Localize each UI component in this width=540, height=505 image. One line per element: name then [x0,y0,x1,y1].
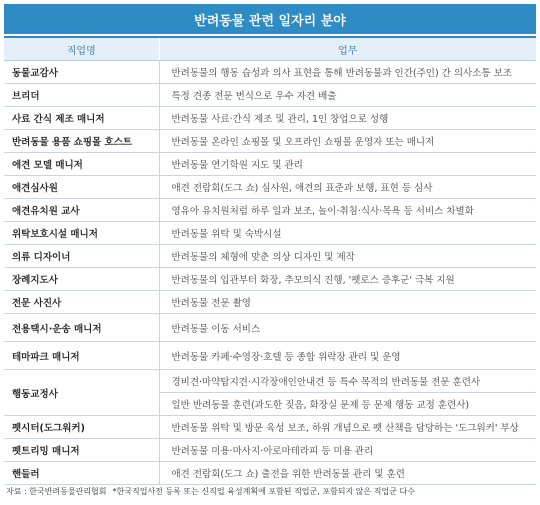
footnote: *한국직업사전 등록 또는 신직업 육성계획에 포함된 직업군, 포함되지 않은 직업군 다수 [112,487,415,496]
table-row [4,84,536,107]
table-row [4,291,536,314]
role-cell: 위탁보호시설 매니저 [4,222,159,245]
role-cell: 애견 모델 매니저 [4,153,159,176]
role-cell: 사료 간식 제조 매니저 [4,107,159,130]
duty-cell: 반려동물 전문 촬영 [159,291,536,314]
role-cell: 애견유치원 교사 [4,199,159,222]
role-cell: 핸들러 [4,462,159,485]
table-row [4,268,536,291]
role-cell: 의류 디자이너 [4,245,159,268]
duty-cell: 반려동물 사료·간식 제조 및 관리, 1인 창업으로 성행 [159,107,536,130]
role-cell: 반려동물 용품 쇼핑몰 호스트 [4,130,159,153]
duty-cell: 반려동물 연기학원 지도 및 관리 [159,153,536,176]
table-row [4,199,536,222]
duty-cell: 반려동물 카페·수영장·호텔 등 종합 위락장 관리 및 운영 [159,342,536,370]
duty-cell: 영유아 유치원처럼 하루 일과 보조, 놀이·취침·식사·목욕 등 서비스 차별화 [159,199,536,222]
duty-cell: 반려동물 이동 서비스 [159,314,536,342]
duty-cell: 애견 전람회(도그 쇼) 심사원, 애견의 표준과 보행, 표현 등 심사 [159,176,536,199]
role-cell: 애견심사원 [4,176,159,199]
source-note: 자료 : 한국반려동물관리협회 [6,487,107,496]
duty-cell: 반려동물 미용·마사지·아로마테라피 등 미용 관리 [159,439,536,462]
role-cell: 펫시터(도그워커) [4,416,159,439]
table-row [4,314,536,342]
table-row [4,153,536,176]
duty-cell: 애견 전람회(도그 쇼) 출전을 위한 반려동물 관리 및 훈련 [159,462,536,485]
table-title: 반려동물 관련 일자리 분야 [4,4,536,34]
table-row [4,245,536,268]
header-role: 직업명 [4,37,159,61]
role-cell: 전문 사진사 [4,291,159,314]
duty-cell: 반려동물의 입관부터 화장, 추모의식 진행, '펫로스 증후군' 극복 지원 [159,268,536,291]
role-cell: 전용택시·운송 매니저 [4,314,159,342]
table-row [4,462,536,485]
role-cell: 동물교감사 [4,61,159,84]
duty-cell: 일반 반려동물 훈련(과도한 짖음, 화장실 문제 등 문제 행동 교정 훈련사) [159,393,536,416]
table-footer [6,486,415,497]
table-row [4,107,536,130]
duty-cell: 특정 견종 전문 번식으로 우수 자견 배출 [159,84,536,107]
role-cell: 브리더 [4,84,159,107]
table-row [4,370,536,393]
role-cell: 테마파크 매니저 [4,342,159,370]
table-row [4,222,536,245]
table-row [4,61,536,84]
duty-cell: 반려동물의 체형에 맞춘 의상 디자인 및 제작 [159,245,536,268]
duty-cell: 반려동물 위탁 및 방문 육성 보조, 하위 개념으로 펫 산책을 담당하는 '도그워커' 부상 [159,416,536,439]
table-row [4,176,536,199]
jobs-table [4,36,536,485]
table-row [4,130,536,153]
table-row [4,342,536,370]
role-cell: 펫트리밍 매니저 [4,439,159,462]
table-row [4,439,536,462]
duty-cell: 반려동물 위탁 및 숙박시설 [159,222,536,245]
role-cell: 행동교정사 [4,370,159,416]
duty-cell: 경비견·마약탐지견·시각장애인안내견 등 특수 목적의 반려동물 전문 훈련사 [159,370,536,393]
duty-cell: 반려동물 온라인 쇼핑몰 및 오프라인 쇼핑몰 운영자 또는 매니저 [159,130,536,153]
table-row [4,416,536,439]
header-duty: 업무 [159,37,536,61]
duty-cell: 반려동물의 행동 습성과 의사 표현을 통해 반려동물과 인간(주인) 간 의사소통 보조 [159,61,536,84]
table-header-row [4,37,536,61]
role-cell: 장례지도사 [4,268,159,291]
